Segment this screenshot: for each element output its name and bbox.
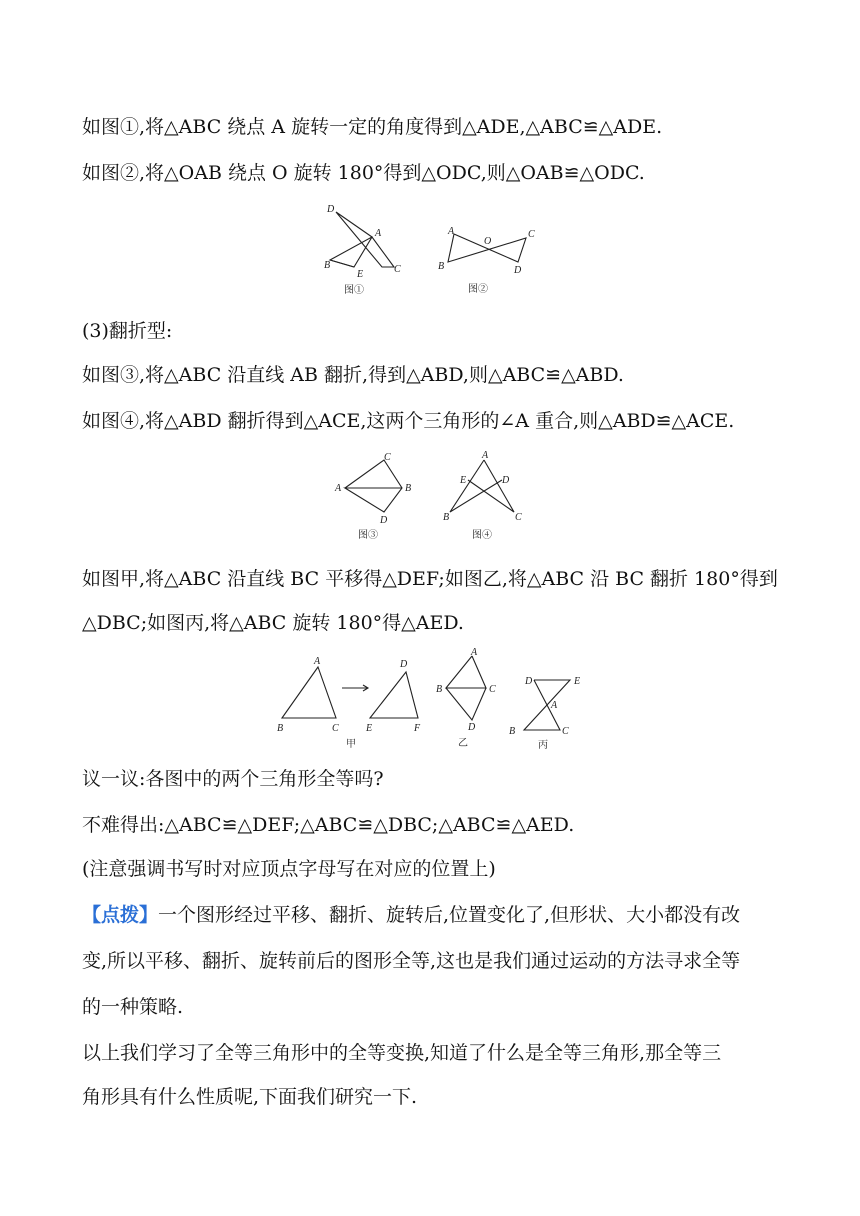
fig3-label-D: D [380,515,388,526]
fig4-label-B: B [443,512,450,523]
jia-label-E: E [366,723,373,734]
fig4-label-D: D [502,475,510,486]
bing-label-A: A [551,700,558,711]
yi-label-C: C [489,684,496,695]
text-line-1: 如图①,将△ABC 绕点 A 旋转一定的角度得到△ADE,△ABC≌△ADE. [82,116,663,138]
fig2-label-B: B [438,261,445,272]
bing-label-B: B [509,726,516,737]
text-line-13: 的一种策略. [82,996,184,1018]
fig4-caption: 图④ [472,530,492,541]
jia-label-D: D [400,659,408,670]
fig2-caption: 图② [468,284,488,295]
figure-1-rotation [320,200,410,300]
tip-paragraph-line-1 [82,902,740,928]
bing-caption: 丙 [538,740,548,751]
fig3-caption: 图③ [358,530,378,541]
fig4-label-C: C [515,512,522,523]
fig3-label-B: B [405,483,412,494]
fig1-label-D: D [327,204,335,215]
text-line-12: 变,所以平移、翻折、旋转前后的图形全等,这也是我们通过运动的方法寻求全等 [82,950,741,972]
yi-caption: 乙 [458,738,468,749]
fig3-label-A: A [335,483,342,494]
fig1-label-A: A [375,228,382,239]
fig2-label-O: O [484,236,492,247]
text-line-2: 如图②,将△OAB 绕点 O 旋转 180°得到△ODC,则△OAB≌△ODC. [82,162,645,184]
jia-label-C: C [332,723,339,734]
text-line-5: 如图④,将△ABD 翻折得到△ACE,这两个三角形的∠A 重合,则△ABD≌△ACE. [82,410,735,432]
fig2-label-D: D [514,265,522,276]
fig1-label-B: B [324,260,331,271]
jia-label-B: B [277,723,284,734]
fig4-label-A: A [482,450,489,461]
text-line-7: △DBC;如图丙,将△ABC 旋转 180°得△AED. [82,612,464,634]
fig1-label-C: C [394,264,401,275]
bing-label-D: D [525,676,533,687]
fig2-label-C: C [528,229,535,240]
yi-label-A: A [471,647,478,658]
fig1-caption: 图① [344,285,364,296]
text-line-10: (注意强调书写时对应顶点字母写在对应的位置上) [82,858,496,880]
jia-label-A: A [314,656,321,667]
text-line-6: 如图甲,将△ABC 沿直线 BC 平移得△DEF;如图乙,将△ABC 沿 BC 翻折 180°得到 [82,568,778,590]
figure-4-fold [440,448,530,542]
text-line-8: 议一议:各图中的两个三角形全等吗? [82,768,384,790]
tip-label: 【点拨】 [82,904,159,926]
yi-label-D: D [468,722,476,733]
text-line-15: 角形具有什么性质呢,下面我们研究一下. [82,1086,418,1108]
figure-3-fold [330,450,420,542]
text-line-9: 不难得出:△ABC≌△DEF;△ABC≌△DBC;△ABC≌△AED. [82,814,575,836]
yi-label-B: B [436,684,443,695]
bing-label-E: E [574,676,581,687]
figure-yi-fold [432,646,502,750]
fig4-label-E: E [460,475,467,486]
jia-label-F: F [414,723,421,734]
figure-jia-translation [272,652,442,752]
tip-text-1: 一个图形经过平移、翻折、旋转后,位置变化了,但形状、大小都没有改 [158,904,741,926]
figure-2-rotation [432,224,544,300]
fig3-label-C: C [384,452,391,463]
fig2-label-A: A [448,226,455,237]
figure-bing-rotation [504,670,594,752]
bing-label-C: C [562,726,569,737]
text-line-3: (3)翻折型: [82,320,173,342]
jia-caption: 甲 [346,739,356,750]
text-line-4: 如图③,将△ABC 沿直线 AB 翻折,得到△ABD,则△ABC≌△ABD. [82,364,624,386]
fig1-label-E: E [357,269,364,280]
text-line-14: 以上我们学习了全等三角形中的全等变换,知道了什么是全等三角形,那全等三 [82,1042,722,1064]
